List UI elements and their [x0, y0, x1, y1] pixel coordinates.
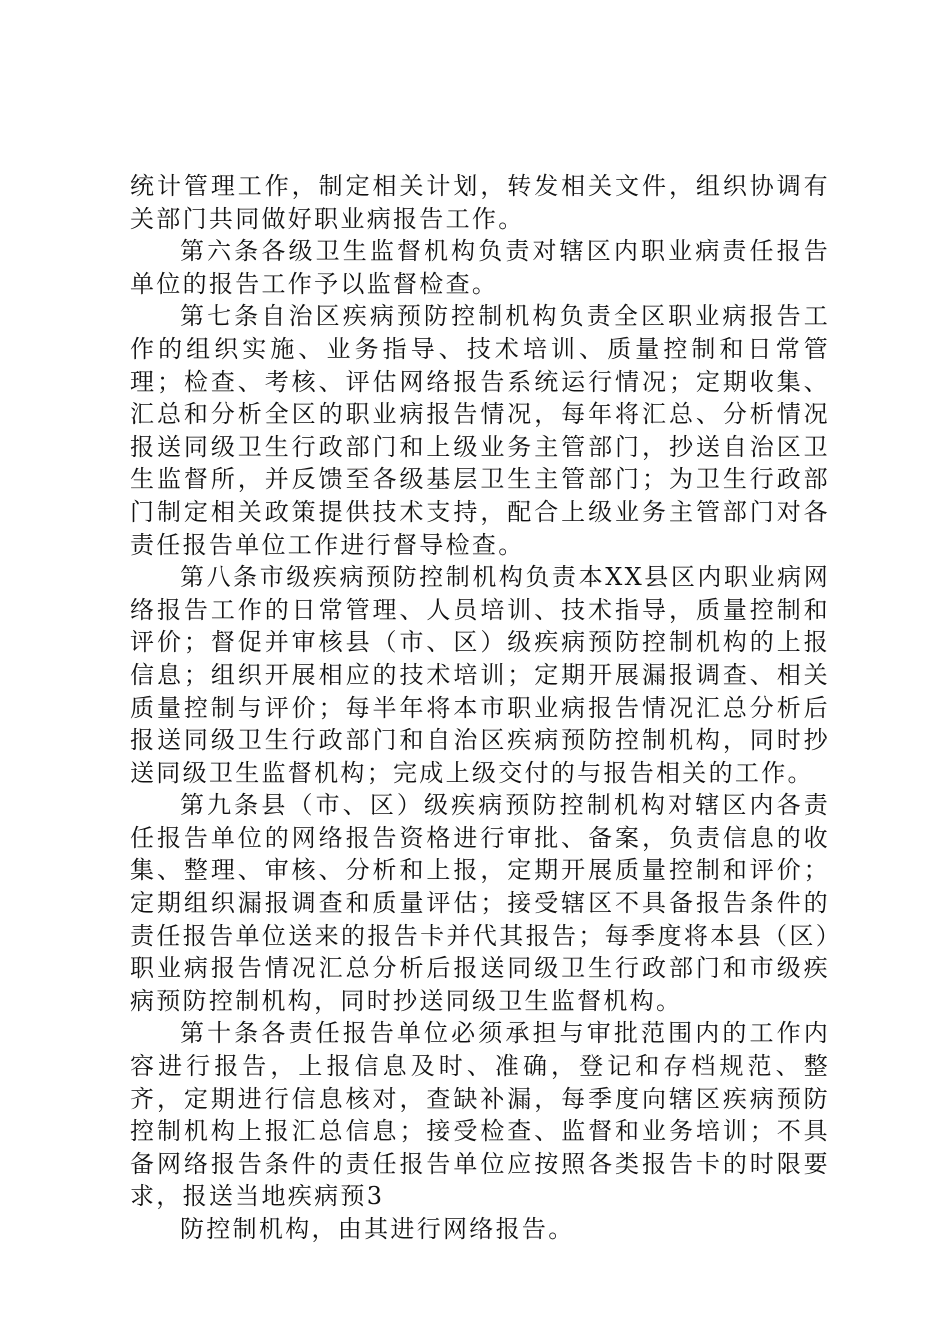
paragraph-article-9: 第九条县（市、区）级疾病预防控制机构对辖区内各责任报告单位的网络报告资格进行审批、备案，负责信息的收集、整理、审核、分析和上报，定期开展质量控制和评价；定期组织漏报调查和质量评估；接受辖区不具备报告条件的责任报告单位送来的报告卡并代其报告；每季度将本县（区）职业病报告情况汇总分析后报送同级卫生行政部门和市级疾病预防控制机构，同时抄送同级卫生监督机构。: [130, 791, 830, 1015]
document-body: [130, 170, 830, 1246]
paragraph-article-7: 第七条自治区疾病预防控制机构负责全区职业病报告工作的组织实施、业务指导、技术培训、质量控制和日常管理；检查、考核、评估网络报告系统运行情况；定期收集、汇总和分析全区的职业病报告情况，每年将汇总、分析情况报送同级卫生行政部门和上级业务主管部门，抄送自治区卫生监督所，并反馈至各级基层卫生主管部门；为卫生行政部门制定相关政策提供技术支持，配合上级业务主管部门对各责任报告单位工作进行督导检查。: [130, 302, 830, 559]
paragraph-article-10-end: 防控制机构，由其进行网络报告。: [180, 1215, 575, 1243]
paragraph-continuation: 统计管理工作，制定相关计划，转发相关文件，组织协调有关部门共同做好职业病报告工作。: [130, 172, 830, 233]
paragraph-article-8: 第八条市级疾病预防控制机构负责本XX县区内职业病网络报告工作的日常管理、人员培训、技术指导，质量控制和评价；督促并审核县（市、区）级疾病预防控制机构的上报信息；组织开展相应的技术培训；定期开展漏报调查、相关质量控制与评价；每半年将本市职业病报告情况汇总分析后报送同级卫生行政部门和自治区疾病预防控制机构，同时抄送同级卫生监督机构；完成上级交付的与报告相关的工作。: [130, 563, 830, 787]
paragraph-article-10: 第十条各责任报告单位必须承担与审批范围内的工作内容进行报告，上报信息及时、准确，登记和存档规范、整齐，定期进行信息核对，查缺补漏，每季度向辖区疾病预防控制机构上报汇总信息；接受检查、监督和业务培训；不具备网络报告条件的责任报告单位应按照各类报告卡的时限要求，报送当地疾病预3: [130, 1019, 830, 1211]
paragraph-article-6: 第六条各级卫生监督机构负责对辖区内职业病责任报告单位的报告工作予以监督检查。: [130, 237, 830, 298]
